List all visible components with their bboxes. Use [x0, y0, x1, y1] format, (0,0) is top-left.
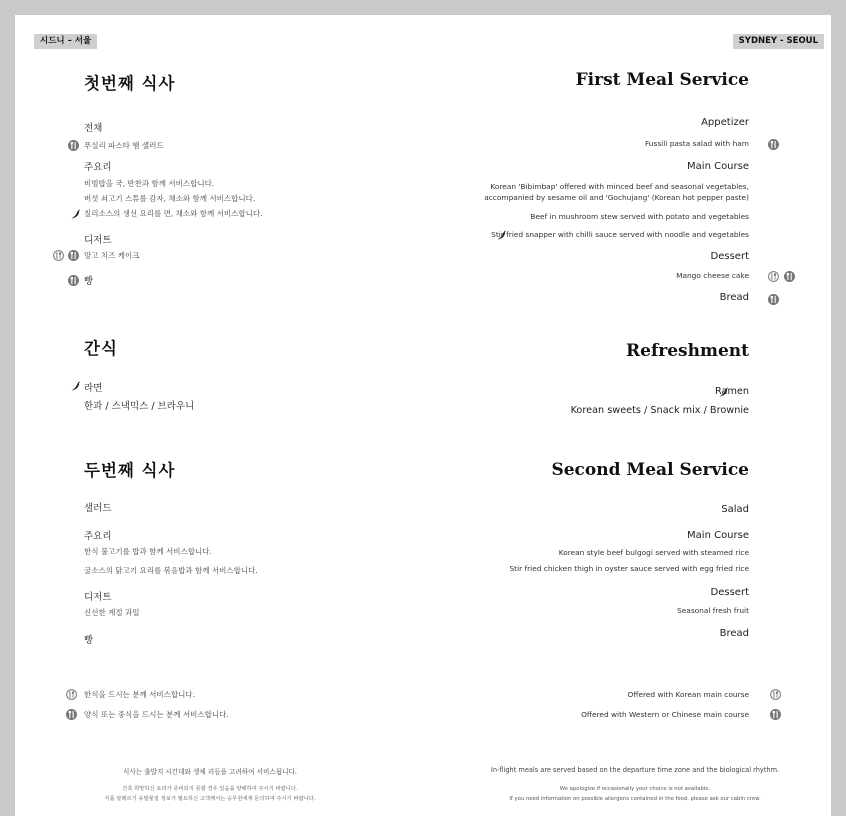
refreshment-title-en: Refreshment: [626, 341, 749, 361]
second-main-item-en-1: Korean style beef bulgogi served with steamed rice: [558, 548, 749, 557]
footer-allergen-en: If you need information on possible allergens contained in the food, please ask our cabin crew.: [509, 796, 761, 802]
main-item-ko-3: 칠리소스의 생선 요리를 면, 채소와 함께 서비스합니다.: [84, 209, 263, 218]
dessert-item-en: Mango cheese cake: [676, 271, 749, 280]
menu-page: [15, 15, 831, 816]
dessert-label-ko: 디저트: [84, 235, 112, 246]
refreshment-item-en-1: Ramen: [715, 386, 749, 397]
bread-label-en-2: Bread: [719, 628, 749, 639]
chopsticks-spoon-icon: [53, 250, 64, 261]
dessert-label-ko-2: 디저트: [84, 592, 112, 603]
footer-note-ko: 식사는 출발지 시간대와 생체 리듬을 고려하여 서비스됩니다.: [123, 768, 297, 776]
appetizer-label-ko: 전채: [84, 123, 103, 134]
fork-knife-icon: [68, 250, 79, 261]
second-meal-title-en: Second Meal Service: [551, 460, 749, 480]
chopsticks-spoon-icon: [770, 689, 781, 700]
first-meal-title-en: First Meal Service: [575, 70, 749, 90]
main-course-label-en: Main Course: [687, 161, 749, 172]
dessert-item-ko: 망고 치즈 케이크: [84, 251, 140, 260]
salad-label-ko: 샐러드: [84, 503, 112, 514]
legend-korean-ko: 한식을 드시는 분께 서비스합니다.: [84, 690, 195, 699]
route-tab-korean: 시드니 – 서울: [34, 34, 97, 49]
legend-western-ko: 양식 또는 중식을 드시는 분께 서비스합니다.: [84, 710, 229, 719]
dessert-label-en: Dessert: [710, 251, 749, 262]
legend-western-en: Offered with Western or Chinese main course: [581, 710, 749, 719]
chopsticks-spoon-icon: [768, 271, 779, 282]
chili-pepper-icon: [70, 381, 81, 392]
bread-label-en: Bread: [719, 292, 749, 303]
footer-apology-en: We apologize if occasionally your choice is not available.: [559, 786, 711, 792]
refreshment-item-ko-1: 라면: [84, 383, 103, 394]
salad-label-en: Salad: [721, 504, 749, 515]
main-item-en-2: Beef in mushroom stew served with potato and vegetables: [530, 212, 749, 221]
dessert-label-en-2: Dessert: [710, 587, 749, 598]
fork-knife-icon: [66, 709, 77, 720]
main-item-en-3: Stir fried snapper with chilli sauce served with noodle and vegetables: [491, 230, 749, 239]
legend-korean-en: Offered with Korean main course: [627, 690, 749, 699]
chopsticks-spoon-icon: [66, 689, 77, 700]
main-course-label-ko: 주요리: [84, 162, 112, 173]
second-dessert-item-ko: 신선한 계절 과일: [84, 608, 140, 617]
refreshment-title-ko: 간식: [84, 339, 118, 358]
second-main-item-ko-2: 굴소스의 닭고기 요리를 볶음밥과 함께 서비스합니다.: [84, 566, 258, 575]
first-meal-title-ko: 첫번째 식사: [84, 74, 176, 93]
main-course-label-ko-2: 주요리: [84, 531, 112, 542]
main-item-en-1a: Korean 'Bibimbap' offered with minced beef and seasonal vegetables,: [490, 182, 749, 191]
bread-label-ko-2: 빵: [84, 635, 94, 646]
refreshment-item-en-2: Korean sweets / Snack mix / Brownie: [570, 405, 749, 416]
footer-allergen-ko: 식품 알레르기 유발물질 정보가 필요하신 고객께서는 승무원에게 문의하여 주시기 바랍니다.: [104, 796, 316, 802]
appetizer-item-en: Fussili pasta salad with ham: [644, 139, 749, 148]
appetizer-item-ko: 푸실리 파스타 햄 샐러드: [84, 141, 164, 150]
footer-note-en: In-flight meals are served based on the departure time zone and the biological rhythm.: [490, 766, 780, 774]
footer-apology-ko: 간혹 희망하신 요리가 준비되지 못할 경우 있음을 양해하여 주시기 바랍니다.: [122, 786, 298, 792]
chili-pepper-icon: [70, 209, 81, 220]
fork-knife-icon: [768, 139, 779, 150]
second-main-item-en-2: Stir fried chicken thigh in oyster sauce served with egg fried rice: [509, 564, 749, 573]
main-course-label-en-2: Main Course: [687, 530, 749, 541]
fork-knife-icon: [68, 275, 79, 286]
second-dessert-item-en: Seasonal fresh fruit: [677, 606, 749, 615]
main-item-en-1b: accompanied by sesame oil and 'Gochujang' (Korean hot pepper paste): [484, 193, 749, 202]
refreshment-item-ko-2: 한과 / 스낵믹스 / 브라우니: [84, 401, 195, 412]
main-item-ko-2: 버섯 쇠고기 스튜를 감자, 채소와 함께 서비스합니다.: [84, 194, 256, 203]
fork-knife-icon: [784, 271, 795, 282]
second-main-item-ko-1: 한식 불고기를 밥과 함께 서비스합니다.: [84, 547, 212, 556]
route-tab-english: SYDNEY - SEOUL: [733, 34, 824, 49]
second-meal-title-ko: 두번째 식사: [84, 461, 176, 480]
main-item-ko-1: 비빔밥을 국, 반찬과 함께 서비스합니다.: [84, 179, 215, 188]
fork-knife-icon: [68, 140, 79, 151]
fork-knife-icon: [768, 294, 779, 305]
bread-label-ko: 빵: [84, 276, 94, 287]
fork-knife-icon: [770, 709, 781, 720]
appetizer-label-en: Appetizer: [701, 117, 749, 128]
